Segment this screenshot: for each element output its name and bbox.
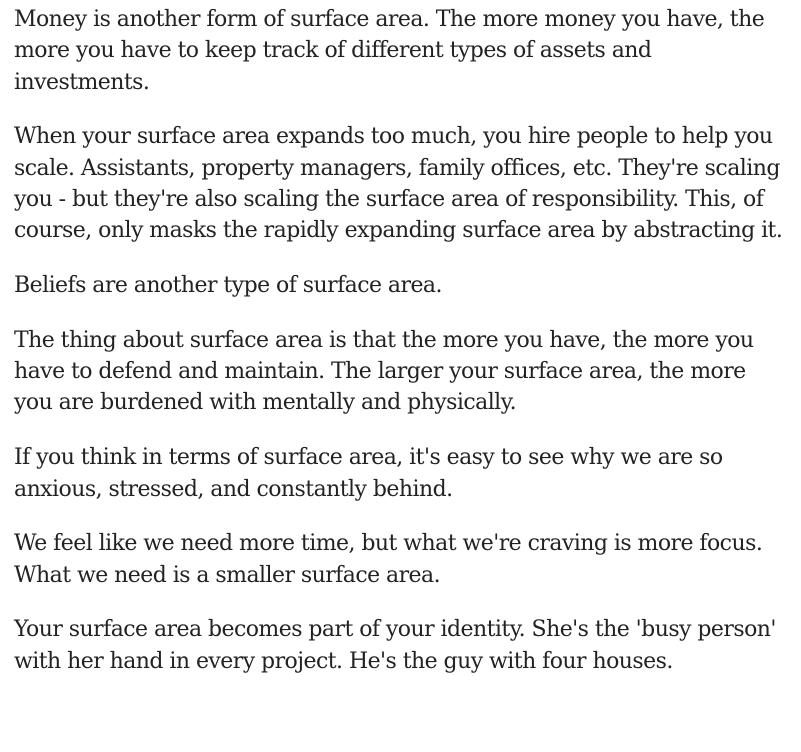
paragraph-focus: We feel like we need more time, but what we're craving is more focus. What we need is a smaller surface area. xyxy=(14,531,763,588)
paragraph-defend: The thing about surface area is that the more you have, the more you have to defend and maintain. The larger your surface area, the more you are burdened with mentally and physically. xyxy=(14,327,754,416)
paragraph-identity: Your surface area becomes part of your identity. She's the 'busy person' with her hand in every project. He's the guy with four houses. xyxy=(14,617,776,674)
paragraph-money: Money is another form of surface area. The more money you have, the more you have to keep track of different types of assets and investments. xyxy=(14,7,765,95)
paragraph-beliefs: Beliefs are another type of surface area. xyxy=(14,273,442,299)
paragraph-scaling: When your surface area expands too much, you hire people to help you scale. Assistants, property managers, family offices, etc. They're scaling you - but they're also scaling the surface area of responsibility. This, of course, only masks the rapidly expanding surface area by abstracting it. xyxy=(14,124,783,244)
paragraph-anxious: If you think in terms of surface area, it's easy to see why we are so anxious, stressed, and constantly behind. xyxy=(14,445,723,502)
